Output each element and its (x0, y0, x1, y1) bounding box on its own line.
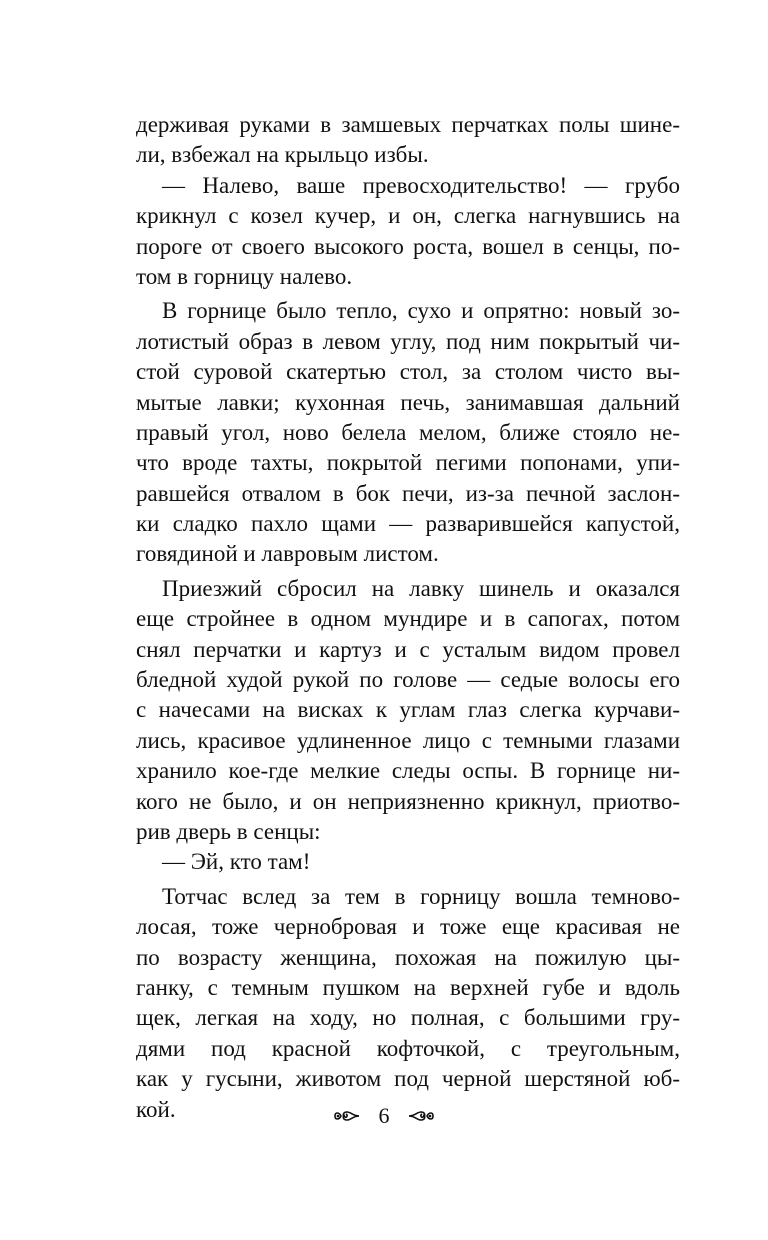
fleuron-right-icon (407, 1101, 435, 1126)
text-line: по возрасту женщина, похожая на пожилую цы- (136, 944, 680, 970)
paragraph (136, 171, 680, 293)
text-line: с начесами на висках к углам глаз слегка курчави- (136, 697, 680, 723)
text-line: кого не было, и он неприязненно крикнул, приотво- (136, 788, 680, 814)
text-line: кой. (136, 1096, 176, 1122)
text-line: ки сладко пахло щами — разварившейся капустой, (136, 511, 680, 537)
text-line: мытые лавки; кухонная печь, занимавшая дальний (136, 389, 680, 415)
paragraph (136, 574, 680, 848)
text-line: лосая, тоже чернобровая и тоже еще красивая не (136, 914, 680, 940)
text-line: — Налево, ваше превосходительство! — грубо (162, 172, 680, 198)
text-line: щек, легкая на ходу, но полная, с большими гру- (136, 1005, 680, 1031)
text-line: снял перчатки и картуз и с усталым видом провел (136, 636, 680, 662)
paragraph (136, 110, 680, 171)
text-line: говядиной и лавровым листом. (136, 541, 439, 567)
text-line: рив дверь в сенцы: (136, 818, 321, 844)
page-number: 6 (378, 1102, 390, 1128)
text-line: пороге от своего высокого роста, вошел в сенцы, по- (136, 233, 680, 259)
text-line: как у гусыни, животом под черной шерстяной юб- (136, 1066, 680, 1092)
text-line: бледной худой рукой по голове — седые волосы его (136, 667, 680, 693)
text-line: ли, взбежал на крыльцо избы. (136, 142, 429, 168)
text-line: еще стройнее в одном мундире и в сапогах, потом (136, 606, 680, 632)
text-line: равшейся отвалом в бок печи, из-за печной заслон- (136, 480, 680, 506)
text-line: хранило кое-где мелкие следы оспы. В горнице ни- (136, 758, 680, 784)
paragraph (136, 847, 680, 877)
text-line: В горнице было тепло, сухо и опрятно: новый зо- (162, 298, 680, 324)
fleuron-left-icon (333, 1101, 367, 1126)
text-line: лотистый образ в левом углу, под ним покрытый чи- (136, 328, 680, 354)
text-line: лись, красивое удлиненное лицо с темными глазами (136, 727, 680, 753)
text-line: — Эй, кто там! (162, 849, 311, 875)
text-line: том в горницу налево. (136, 263, 353, 289)
page-body (136, 110, 680, 1125)
text-line: держивая руками в замшевых перчатках полы шине- (136, 112, 680, 137)
text-line: Приезжий сбросил на лавку шинель и оказался (162, 575, 680, 601)
text-line: крикнул с козел кучер, и он, слегка нагнувшись на (136, 203, 680, 229)
text-line: стой суровой скатертью стол, за столом чисто вы- (136, 359, 680, 385)
paragraph (136, 296, 680, 570)
text-line: ганку, с темным пушком на верхней губе и вдоль (136, 974, 680, 1000)
page-footer (0, 1099, 768, 1131)
text-line: что вроде тахты, покрытой пегими попонами, упи- (136, 450, 680, 476)
text-line: дями под красной кофточкой, с треугольным, (136, 1035, 680, 1061)
text-line: правый угол, ново белела мелом, ближе стояло не- (136, 419, 680, 445)
paragraph (136, 882, 680, 1125)
text-line: Тотчас вслед за тем в горницу вошла темново- (162, 883, 680, 909)
